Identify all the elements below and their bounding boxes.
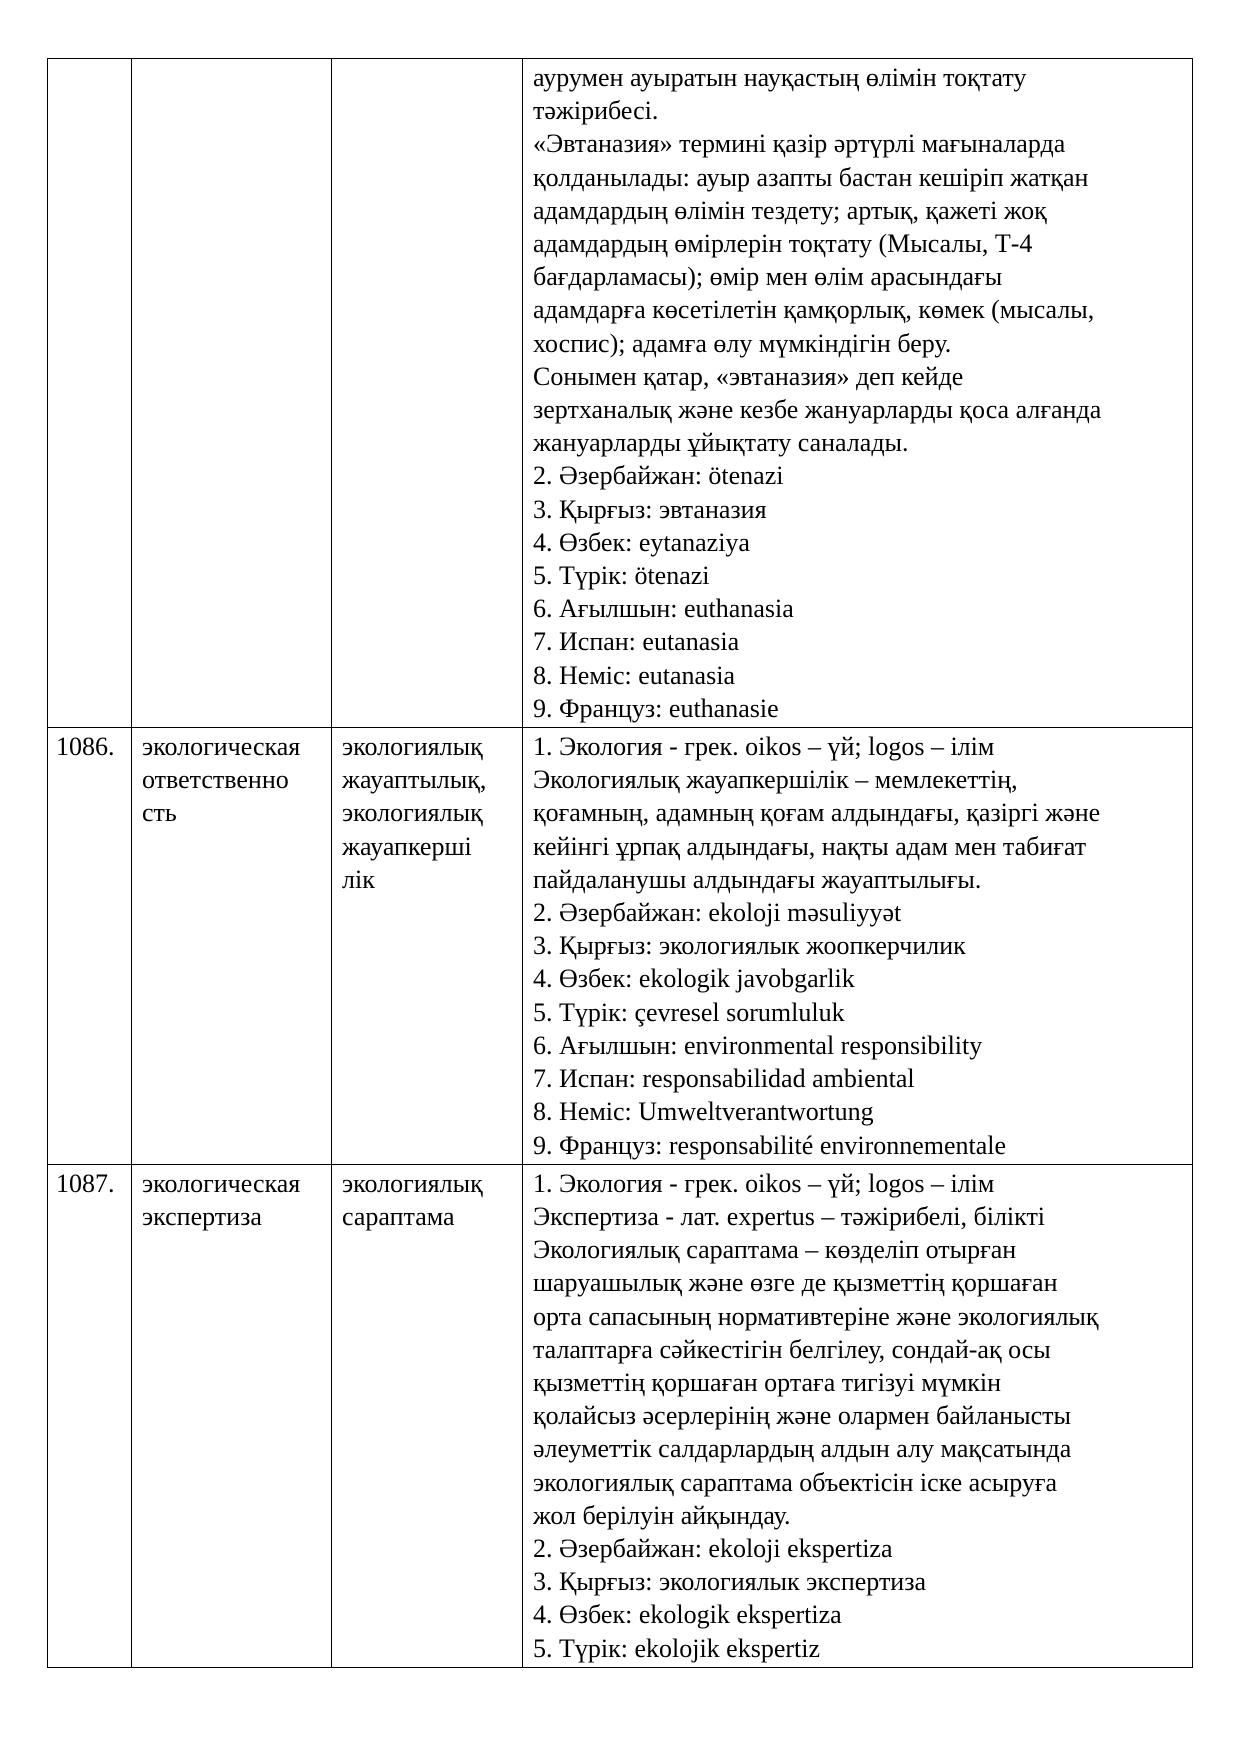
- kazakh-term-line: сараптама: [342, 1201, 455, 1231]
- definition-line: Экологиялық сараптама – көзделіп отырған: [533, 1235, 1017, 1265]
- definition-line: 4. Өзбек: ekologik ekspertiza: [533, 1600, 842, 1630]
- definition-line: Сонымен қатар, «эвтаназия» деп кейде: [533, 361, 964, 391]
- definition-line: 5. Түрік: çevresel sorumluluk: [533, 997, 845, 1027]
- definition-line: 1. Экология - грек. oikos – үй; logos – ілім: [533, 732, 995, 762]
- definition-line: 3. Қырғыз: экологиялык экспертиза: [533, 1567, 927, 1597]
- definition-line: экологиялық сараптама объектісін іске асыруға: [533, 1467, 1058, 1497]
- definition-line: пайдаланушы алдындағы жауаптылығы.: [533, 864, 982, 894]
- definition-line: 7. Испан: responsabilidad ambiental: [533, 1064, 915, 1094]
- definition-line: қолайсыз әсерлерінің және олармен байланысты: [533, 1401, 1071, 1431]
- definition-line: 2. Әзербайжан: ekoloji məsuliyyət: [533, 898, 902, 928]
- definition-line: аурумен ауыратын науқастың өлімін тоқтату: [533, 63, 1027, 92]
- table-row: [48, 59, 1193, 728]
- definition-line: 9. Француз: euthanasie: [533, 693, 779, 723]
- definition-line: шаруашылық және өзге де қызметтің қоршаған: [533, 1268, 1058, 1298]
- definition-line: 3. Қырғыз: эвтаназия: [533, 494, 767, 524]
- entry-number: 1087.: [48, 1164, 132, 1667]
- definition-line: 6. Ағылшын: environmental responsibility: [533, 1030, 983, 1060]
- definition-cell: [523, 728, 1193, 1165]
- definition-cell: [523, 1164, 1193, 1667]
- kazakh-term-line: экологиялық: [342, 1168, 483, 1198]
- definition-line: адамдардың өлімін тездету; артық, қажеті жоқ: [533, 195, 1047, 225]
- kazakh-term-line: экологиялық: [342, 798, 483, 828]
- definition-line: қоғамның, адамның қоғам алдындағы, қазіргі және: [533, 798, 1101, 828]
- definition-line: 4. Өзбек: ekologik javobgarlik: [533, 964, 855, 994]
- kazakh-term-line: экологиялық: [342, 732, 483, 762]
- definition-line: 1. Экология - грек. oikos – үй; logos – ілім: [533, 1168, 995, 1198]
- kazakh-term-line: лік: [342, 864, 375, 894]
- definition-line: 2. Әзербайжан: ekoloji ekspertiza: [533, 1533, 893, 1563]
- dictionary-table-body: [48, 59, 1193, 1668]
- definition-line: қолданылады: ауыр азапты бастан кешіріп жатқан: [533, 162, 1089, 192]
- russian-term-line: экологическая: [142, 732, 301, 762]
- table-row: [48, 728, 1193, 1165]
- kazakh-term-line: жауаптылық,: [342, 765, 487, 795]
- definition-line: адамдардың өмірлерін тоқтату (Мысалы, Т-4: [533, 229, 1033, 259]
- definition-line: жануарларды ұйықтату саналады.: [533, 428, 909, 458]
- definition-line: 3. Қырғыз: экологиялык жоопкерчилик: [533, 931, 966, 961]
- russian-term-cell: [132, 1164, 332, 1667]
- entry-number: [48, 59, 132, 728]
- definition-line: 2. Әзербайжан: ötenazi: [533, 461, 784, 491]
- definition-line: жол берілуін айқындау.: [533, 1500, 791, 1530]
- definition-line: орта сапасының нормативтеріне және экологиялық: [533, 1301, 1099, 1331]
- russian-term-line: сть: [142, 798, 177, 828]
- definition-line: қызметтің қоршаған ортаға тигізуі мүмкін: [533, 1367, 1002, 1397]
- dictionary-table: [47, 58, 1193, 1668]
- russian-term-line: экологическая: [142, 1168, 301, 1198]
- definition-line: талаптарға сәйкестігін белгілеу, сондай-ақ осы: [533, 1334, 1051, 1364]
- table-row: [48, 1164, 1193, 1667]
- russian-term-line: экспертиза: [142, 1201, 262, 1231]
- kazakh-term-cell: [332, 1164, 523, 1667]
- definition-line: 4. Өзбек: eytanaziya: [533, 527, 750, 557]
- definition-line: адамдарға көсетілетін қамқорлық, көмек (мысалы,: [533, 295, 1095, 325]
- definition-line: тәжірибесі.: [533, 96, 659, 126]
- definition-line: бағдарламасы); өмір мен өлім арасындағы: [533, 262, 1003, 292]
- russian-term-cell: [132, 728, 332, 1165]
- definition-cell: [523, 59, 1193, 728]
- definition-line: 7. Испан: eutanasia: [533, 627, 740, 657]
- definition-line: зертханалық және кезбе жануарларды қоса алғанда: [533, 395, 1102, 425]
- definition-line: 9. Француз: responsabilité environnementale: [533, 1130, 1007, 1160]
- russian-term-cell: [132, 59, 332, 728]
- definition-line: хоспис); адамға өлу мүмкіндігін беру.: [533, 328, 952, 358]
- definition-line: Экспертиза - лат. expertus – тәжірибелі, білікті: [533, 1201, 1046, 1231]
- kazakh-term-line: жауапкерші: [342, 831, 472, 861]
- definition-line: 5. Түрік: ekolojik ekspertiz: [533, 1633, 821, 1663]
- definition-line: 8. Неміс: Umweltverantwortung: [533, 1097, 874, 1127]
- definition-line: 8. Неміс: eutanasia: [533, 660, 735, 690]
- kazakh-term-cell: [332, 728, 523, 1165]
- definition-line: «Эвтаназия» термині қазір әртүрлі мағыналарда: [533, 129, 1066, 159]
- definition-line: Экологиялық жауапкершілік – мемлекеттің,: [533, 765, 1018, 795]
- definition-line: кейінгі ұрпақ алдындағы, нақты адам мен табиғат: [533, 831, 1087, 861]
- kazakh-term-cell: [332, 59, 523, 728]
- definition-line: 6. Ағылшын: euthanasia: [533, 594, 794, 624]
- entry-number: 1086.: [48, 728, 132, 1165]
- definition-line: әлеуметтік салдарлардың алдын алу мақсатында: [533, 1434, 1072, 1464]
- russian-term-line: ответственно: [142, 765, 289, 795]
- definition-line: 5. Түрік: ötenazi: [533, 561, 710, 591]
